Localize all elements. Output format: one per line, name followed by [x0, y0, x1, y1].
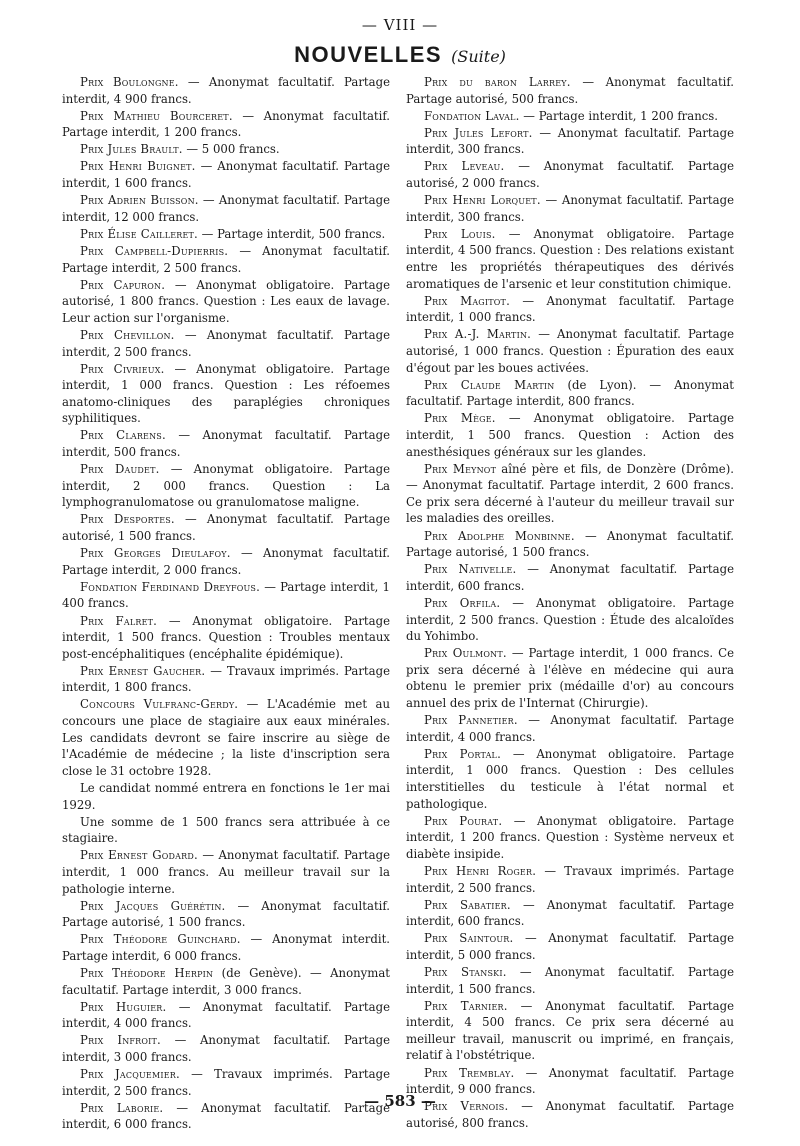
prize-description: (de Genève). — Anonymat facultatif. Partage interdit, 3 000 francs.: [62, 965, 390, 997]
prize-description: — Anonymat obligatoire. Partage interdit, 1 500 francs. Question : Action des anesthésiques généraux sur les glandes.: [406, 411, 734, 459]
prize-description: — Anonymat facultatif. Partage interdit, 3 000 francs.: [62, 1033, 390, 1064]
prize-description: (de Lyon). — Anonymat facultatif. Partage interdit, 800 francs.: [406, 377, 734, 409]
prize-name: Prix Mège.: [424, 411, 496, 426]
prize-description: — Anonymat facultatif. Partage autorisé, 800 francs.: [406, 1099, 735, 1130]
prize-entry: [406, 964, 734, 997]
prize-entry: [406, 813, 734, 863]
prize-name: Prix Théodore Herpin: [80, 965, 214, 980]
prize-description: — Anonymat obligatoire. Partage interdit, 1 200 francs. Question : Système nerveux et diabète insipide.: [406, 813, 734, 861]
section-subtitle: (Suite): [451, 47, 506, 66]
prize-description: — Anonymat facultatif. Partage interdit, 2 500 francs.: [62, 243, 390, 275]
prize-entry: [62, 999, 390, 1032]
prize-name: Prix Tarnier.: [424, 998, 508, 1013]
prize-name: Prix Henri Lorquet.: [424, 193, 541, 208]
section-title: NOUVELLES: [294, 42, 443, 67]
prize-description: aîné père et fils, de Donzère (Drôme). — Anonymat facultatif. Partage interdit, 2 600 francs. Ce prix sera décerné à l'auteur du meilleur travail sur les maladies des oreilles.: [406, 461, 734, 526]
prize-entry: [406, 645, 734, 711]
prize-name: Prix Adrien Buisson.: [80, 193, 199, 208]
prize-entry: [406, 561, 734, 594]
prize-entry: [406, 108, 734, 125]
prize-description: — Anonymat facultatif. Partage interdit, 1 500 francs.: [406, 964, 735, 996]
prize-name: Prix Adolphe Monbinne.: [424, 528, 575, 543]
prize-description: — Partage interdit, 1 200 francs.: [519, 108, 719, 123]
prize-entry: [62, 545, 390, 578]
prize-entry: [62, 361, 390, 427]
prize-description: — Anonymat facultatif. Partage autorisé, 1 500 francs.: [406, 528, 734, 560]
prize-entry: [62, 74, 390, 107]
prize-description: — Anonymat facultatif. Partage interdit, 9 000 francs.: [406, 1065, 734, 1097]
prize-name: Prix Tremblay.: [424, 1065, 515, 1080]
prize-name: Prix Jules Brault.: [80, 142, 183, 157]
prize-name: Prix Sabatier.: [424, 897, 511, 912]
prize-name: Prix Henri Buignet.: [80, 159, 196, 174]
prize-description: — Anonymat facultatif. Partage autorisé, 1 500 francs.: [62, 512, 390, 544]
prize-description: — L'Académie met au concours une place de stagiaire aux eaux minérales. Les candidats devront se faire inscrire au siège de l'Académie de médecine ; la liste d'inscription sera close le 31 octobre 1928.: [62, 697, 390, 778]
prize-entry: [62, 327, 390, 360]
prize-name: Prix Pannetier.: [424, 713, 518, 728]
prize-entry: [62, 965, 390, 998]
prize-name: Prix Civrieux.: [80, 361, 165, 376]
prize-description: Le candidat nommé entrera en fonctions le 1er mai 1929.: [62, 780, 390, 812]
prize-name: Prix Vernois.: [424, 1099, 509, 1114]
prize-entry: [406, 863, 734, 896]
prize-name: Prix Huguier.: [80, 999, 167, 1014]
prize-entry: [62, 427, 390, 460]
prize-description: — Anonymat facultatif. Partage interdit, 1 600 francs.: [62, 159, 390, 191]
prize-name: Fondation Ferdinand Dreyfous.: [80, 579, 260, 594]
prize-name: Prix Nativelle.: [424, 562, 517, 577]
prize-description: — Anonymat facultatif. Partage autorisé, 2 000 francs.: [406, 159, 734, 191]
prize-description: — Partage interdit, 1 400 francs.: [62, 579, 390, 611]
prize-entry: [62, 696, 390, 779]
prize-entry: [62, 277, 390, 327]
prize-name: Prix A.-J. Martin.: [424, 327, 532, 342]
prize-description: — Anonymat facultatif. Partage interdit, 4 500 francs. Ce prix sera décerné au meilleur travail, manuscrit ou imprimé, en français, relatif à l'obstétrique.: [406, 998, 734, 1063]
prize-description: — Partage interdit, 500 francs.: [197, 226, 386, 241]
prize-description: — Anonymat facultatif. Partage interdit, 1 000 francs.: [406, 293, 734, 325]
prize-entry: [62, 814, 390, 847]
prize-entry: [62, 511, 390, 544]
prize-description: — 5 000 francs.: [182, 142, 280, 157]
prize-name: Concours Vulfranc-Gerdy.: [80, 697, 239, 712]
prize-description: — Anonymat facultatif. Partage autorisé, 500 francs.: [406, 75, 735, 106]
page-header-roman: — VIII —: [361, 16, 439, 34]
prize-entry: [406, 528, 734, 561]
prize-description: — Anonymat facultatif. Partage interdit, 2 500 francs.: [62, 327, 390, 359]
page-number: — 583 —: [364, 1092, 436, 1110]
prize-entry: [62, 847, 390, 897]
prize-description: — Anonymat facultatif. Partage interdit, 500 francs.: [62, 428, 390, 460]
prize-name: Prix Falret.: [80, 613, 158, 628]
prize-entry: [406, 595, 734, 645]
prize-name: Prix Ernest Gaucher.: [80, 663, 206, 678]
prize-name: Prix Henri Roger.: [424, 863, 537, 878]
prize-entry: [406, 897, 734, 930]
prize-name: Prix du baron Larrey.: [424, 75, 571, 89]
prize-name: Prix Pourat.: [424, 813, 503, 828]
prize-name: Prix Infroit.: [80, 1033, 161, 1048]
prize-name: Prix Oulmont.: [424, 646, 507, 661]
prize-description: — Anonymat facultatif. Partage autorisé, 1 000 francs. Question : Épuration des eaux d'égout par les boues activées.: [406, 327, 734, 375]
prize-entry: [406, 293, 734, 326]
prize-entry: [62, 898, 390, 931]
prize-name: Prix Boulongne.: [80, 75, 179, 89]
prize-description: — Anonymat facultatif. Partage autorisé, 1 500 francs.: [62, 898, 390, 930]
prize-entry: [406, 326, 734, 376]
prize-description: — Anonymat obligatoire. Partage autorisé, 1 800 francs. Question : Les eaux de lavage. Leur action sur l'organisme.: [62, 277, 390, 325]
prize-name: Prix Daudet.: [80, 462, 160, 477]
prize-description: — Partage interdit, 1 000 francs. Ce prix sera décerné à l'élève en médecine qui aura obtenu le premier prix (médaille d'or) au concours annuel des prix de l'Internat (Chirurgie).: [406, 646, 734, 710]
prize-entry: [406, 192, 734, 225]
prize-name: Prix Orfila.: [424, 595, 501, 610]
prize-name: Prix Clarens.: [80, 428, 166, 443]
prize-description: — Anonymat facultatif. Partage interdit, 600 francs.: [406, 562, 734, 593]
prize-description: — Anonymat obligatoire. Partage interdit, 4 500 francs. Question : Des relations existant entre les propriétés thérapeutiques des dérivés aromatiques de l'arsenic et leur constitution chimique.: [406, 226, 734, 291]
prize-description: — Anonymat obligatoire. Partage interdit, 2 000 francs. Question : La lymphogranulomatose ou granulomatose maligne.: [62, 462, 390, 510]
prize-name: Fondation Laval.: [424, 108, 520, 123]
prize-name: Prix Leveau.: [424, 159, 505, 174]
prize-entry: [406, 74, 734, 107]
prize-description: — Anonymat facultatif. Partage interdit, 4 000 francs.: [406, 713, 735, 744]
prize-name: Prix Claude Martin: [424, 377, 555, 392]
prize-description: — Anonymat facultatif. Partage interdit, 600 francs.: [406, 897, 734, 929]
prize-entry: [62, 158, 390, 191]
prize-description: — Anonymat facultatif. Partage interdit, 300 francs.: [406, 125, 734, 157]
prize-description: — Anonymat facultatif. Partage interdit, 5 000 francs.: [406, 931, 734, 962]
prize-entry: [62, 931, 390, 964]
prize-entry: [62, 226, 390, 243]
prize-description: Une somme de 1 500 francs sera attribuée à ce stagiaire.: [62, 814, 390, 846]
prize-name: Prix Saintour.: [424, 931, 514, 946]
prize-name: Prix Louis.: [424, 226, 496, 241]
prize-description: — Anonymat obligatoire. Partage interdit, 1 500 francs. Question : Troubles mentaux post-encéphalitiques (encéphalite épidémique).: [62, 613, 390, 661]
prize-description: — Travaux imprimés. Partage interdit, 2 500 francs.: [406, 863, 734, 895]
prize-entry: [62, 1032, 390, 1065]
prize-name: Prix Desportes.: [80, 512, 175, 527]
prize-entry: [62, 108, 390, 141]
prize-entry: [406, 930, 734, 963]
prize-entry: [406, 712, 734, 745]
prize-entry: [62, 192, 390, 225]
prize-name: Prix Magitot.: [424, 293, 510, 308]
prize-entry: [406, 746, 734, 812]
prize-entry: [406, 377, 734, 410]
prize-name: Prix Jacquemier.: [80, 1067, 180, 1082]
prize-description: — Anonymat facultatif. Partage interdit, 2 000 francs.: [62, 546, 390, 577]
prize-name: Prix Ernest Godard.: [80, 848, 198, 863]
prize-entry: [406, 158, 734, 191]
right-column: [406, 74, 734, 1132]
prize-name: Prix Mathieu Bourceret.: [80, 108, 233, 123]
prize-description: — Anonymat obligatoire. Partage interdit, 1 000 francs. Question : Des cellules interstitielles du testicule à l'état normal et pathologique.: [406, 746, 734, 811]
prize-description: — Anonymat facultatif. Partage interdit, 4 000 francs.: [62, 999, 390, 1031]
prize-entry: [406, 461, 734, 527]
prize-name: Prix Jacques Guérétin.: [80, 898, 226, 913]
prize-name: Prix Élise Cailleret.: [80, 226, 198, 241]
prize-description: — Anonymat facultatif. Partage interdit, 1 200 francs.: [62, 108, 390, 140]
prize-entry: [62, 613, 390, 663]
prize-entry: [62, 461, 390, 511]
prize-description: — Travaux imprimés. Partage interdit, 1 800 francs.: [62, 663, 390, 695]
page-title: [0, 42, 800, 68]
prize-entry: [62, 780, 390, 813]
prize-description: — Anonymat interdit. Partage interdit, 6 000 francs.: [62, 932, 390, 963]
prize-description: — Anonymat facultatif. Partage interdit, 1 000 francs. Au meilleur travail sur la pathologie interne.: [62, 848, 390, 896]
prize-description: — Travaux imprimés. Partage interdit, 2 500 francs.: [62, 1067, 390, 1098]
prize-entry: [406, 226, 734, 292]
prize-description: — Anonymat obligatoire. Partage interdit, 2 500 francs. Question : Étude des alcaloïdes du Yohimbo.: [406, 595, 734, 644]
prize-entry: [62, 141, 390, 158]
prize-entry: [406, 998, 734, 1064]
prize-name: Prix Stanski.: [424, 964, 507, 979]
prize-description: — Anonymat facultatif. Partage interdit, 300 francs.: [406, 193, 734, 224]
prize-description: — Anonymat facultatif. Partage interdit, 12 000 francs.: [62, 193, 390, 224]
prize-name: Prix Théodore Guinchard.: [80, 932, 241, 947]
prize-name: Prix Campbell-Dupierris.: [80, 243, 229, 258]
prize-entry: [62, 243, 390, 276]
prize-description: — Anonymat facultatif. Partage interdit, 4 900 francs.: [62, 75, 390, 106]
prize-name: Prix Chevillon.: [80, 327, 175, 342]
prize-description: — Anonymat facultatif. Partage interdit, 6 000 francs.: [62, 1100, 390, 1132]
prize-name: Prix Capuron.: [80, 277, 166, 292]
prize-entry: [406, 410, 734, 460]
prize-name: Prix Jules Lefort.: [424, 125, 533, 140]
prize-entry: [406, 125, 734, 158]
prize-description: — Anonymat obligatoire. Partage interdit, 1 000 francs. Question : Les réfoemes anatomo-cliniques des paraplégies chroniques syphilitiques.: [62, 361, 390, 426]
left-column: [62, 74, 390, 1133]
prize-name: Prix Portal.: [424, 746, 501, 761]
prize-name: Prix Laborie.: [80, 1100, 164, 1115]
prize-entry: [62, 579, 390, 612]
prize-entry: [62, 663, 390, 696]
prize-name: Prix Meynot: [424, 461, 497, 476]
prize-name: Prix Georges Dieulafoy.: [80, 546, 231, 561]
